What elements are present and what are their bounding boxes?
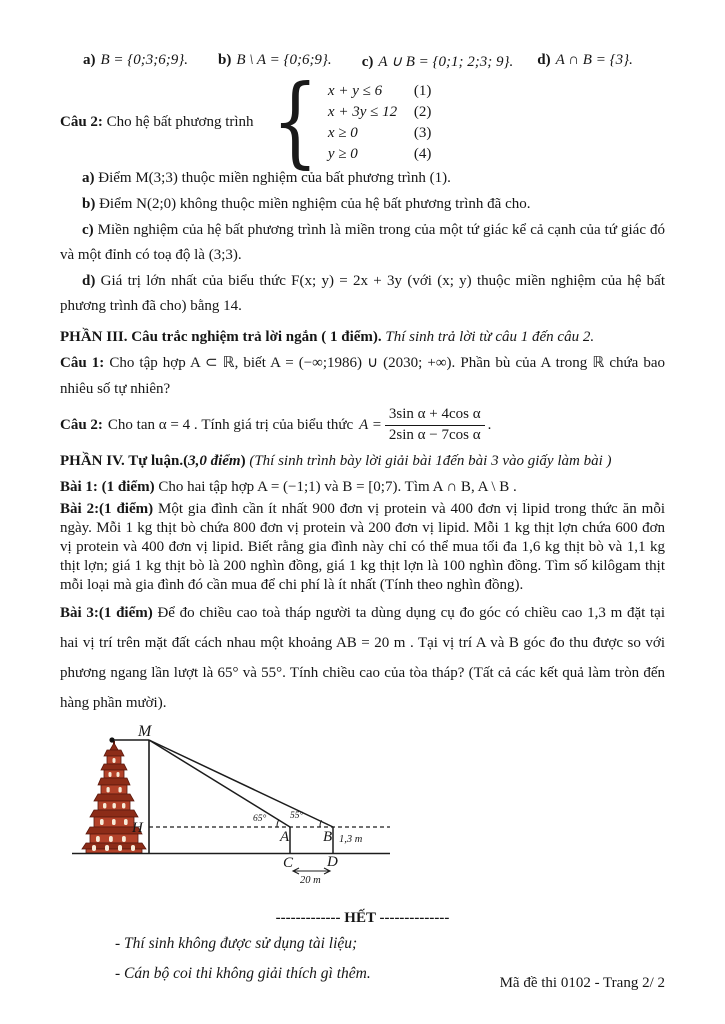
option-d-label: d) <box>537 52 551 68</box>
statement-c-label: c) <box>82 222 94 238</box>
fraction-denominator: 2sin α − 7cos α <box>388 427 481 443</box>
inequality-1: x + y ≤ 6 <box>327 82 383 99</box>
option-c-math: A ∪ B = {0;1; 2;3; 9}. <box>378 54 514 70</box>
label-D: D <box>327 854 338 870</box>
statement-b-text: Điểm N(2;0) không thuộc miền nghiệm của hệ bất phương trình đã cho. <box>95 196 531 212</box>
inequality-3-number: (3) <box>413 124 432 141</box>
option-b-label: b) <box>218 52 232 68</box>
statement-a-text: Điểm M(3;3) thuộc miền nghiệm của bất phương trình (1). <box>94 170 451 186</box>
part3-cau1 <box>60 350 665 402</box>
statement-a <box>60 166 665 191</box>
part3-heading-bold: PHẦN III. Câu trắc nghiệm trả lời ngắn ( 1 điểm). <box>60 329 382 345</box>
option-b-math: B \ A = {0;6;9}. <box>236 52 332 68</box>
part3-cau2 <box>60 402 665 448</box>
bai2-text: Một gia đình cần ít nhất 900 đơn vị protein và 400 đơn vị lipid trong thức ăn mỗi ngày. Mỗi 1 kg thịt bò chứa 800 đơn vị protein và 200 đơn vị lipid. Mỗi 1 kg thịt lợn chứa 600 đơn vị protein và 400 đơn vị lipid. Biết rằng gia đình này chỉ có thể mua tối đa 1,6 kg thịt bò và 1,1 kg thịt lợn; giá 1 kg thịt bò là 200 nghìn đồng, giá 1 kg thịt lợn là 100 nghìn đồng. Tìm số kilôgam thịt mỗi loại mà gia đình đó cần mua để chi phí là ít nhất (Tính theo nghìn đồng). <box>60 501 665 593</box>
summit-point <box>109 737 114 742</box>
bai3-text: Để đo chiều cao toà tháp người ta dùng dụng cụ đo góc có chiều cao 1,3 m đặt tại hai vị trí trên mặt đất cách nhau một khoảng AB = 20 m . Tại vị trí A và B góc đo thu được so với phương ngang lần lượt là 65° và 55°. Tính chiều cao của tòa tháp? (Tất cả các kết quả làm tròn đến hàng phần mười). <box>60 605 665 711</box>
label-angle-55: 55° <box>290 811 304 821</box>
option-d-math: A ∩ B = {3}. <box>555 52 633 68</box>
fraction-period: . <box>487 416 492 433</box>
sightline-MA <box>149 740 290 827</box>
label-distance-20m: 20 m <box>300 875 321 886</box>
label-angle-65: 65° <box>253 814 267 824</box>
bai1-label: Bài 1: (1 điểm) <box>60 479 155 495</box>
label-A: A <box>280 829 290 845</box>
statement-a-label: a) <box>82 170 95 186</box>
page-footer: Mã đề thi 0102 - Trang 2/ 2 <box>499 975 665 991</box>
part3-heading-italic: Thí sinh trả lời từ câu 1 đến câu 2. <box>381 329 595 345</box>
option-c <box>362 52 514 71</box>
label-device-height: 1,3 m <box>339 834 363 845</box>
fraction-lhs: A = <box>359 416 382 433</box>
inequality-2: x + 3y ≤ 12 <box>327 103 398 120</box>
option-a-math: B = {0;3;6;9}. <box>100 52 189 68</box>
sightline-MB <box>149 740 333 827</box>
inequality-1-number: (1) <box>413 82 432 99</box>
cau2-system-intro <box>60 114 254 131</box>
system-brace: { <box>271 65 319 179</box>
cau2-label: Câu 2: <box>60 113 103 130</box>
part3-cau1-text: Cho tập hợp A ⊂ ℝ, biết A = (−∞;1986) ∪ (2030; +∞). Phần bù của A trong ℝ chứa bao nhiêu số tự nhiên? <box>60 355 665 397</box>
system-rows <box>328 81 432 164</box>
part4-heading-bold-post: ) <box>240 453 246 469</box>
part4-heading-bold-pre: PHẦN IV. Tự luận.( <box>60 453 189 469</box>
part4-heading-bold-italic: 3,0 điểm <box>188 453 241 469</box>
statement-b-label: b) <box>82 196 96 212</box>
fraction-numerator: 3sin α + 4cos α <box>385 405 485 426</box>
fraction <box>385 405 485 445</box>
label-H: H <box>132 820 143 836</box>
bai3-label: Bài 3:(1 điểm) <box>60 605 153 621</box>
statement-b <box>60 192 665 217</box>
part4-heading-italic: (Thí sinh trình bày lời giải bài 1đến bài 3 vào giấy làm bài ) <box>245 453 612 469</box>
exam-note-1: - Thí sinh không được sử dụng tài liệu; <box>115 935 358 952</box>
part3-heading <box>60 324 665 350</box>
statement-d-label: d) <box>82 273 96 289</box>
label-C: C <box>283 855 294 871</box>
part3-cau2-pre: Cho tan α = 4 . Tính giá trị của biểu thức <box>107 416 354 433</box>
part3-cau1-label: Câu 1: <box>60 355 105 371</box>
label-M: M <box>138 724 152 740</box>
statement-c-text: Miền nghiệm của hệ bất phương trình là miền trong của một tứ giác kể cả cạnh của tứ giác đó và một đỉnh có toạ độ là (3;3). <box>60 222 665 263</box>
option-d <box>537 52 633 71</box>
bai2 <box>60 500 665 595</box>
inequality-4-number: (4) <box>413 145 432 162</box>
bai2-label: Bài 2:(1 điểm) <box>60 501 154 517</box>
option-c-label: c) <box>361 54 374 70</box>
label-B: B <box>323 829 333 845</box>
pagoda-icon <box>82 741 146 853</box>
option-a <box>83 52 188 71</box>
bai1-text: Cho hai tập hợp A = (−1;1) và B = [0;7). Tìm A ∩ B, A \ B . <box>154 479 517 495</box>
statement-d <box>60 269 665 319</box>
cau2-intro-text: Cho hệ bất phương trình <box>106 113 254 130</box>
statement-d-text: Giá trị lớn nhất của biểu thức F(x; y) = 2x + 3y (với (x; y) thuộc miền nghiệm của hệ bất phương trình đã cho) bằng 14. <box>60 273 665 314</box>
bai1 <box>60 474 665 500</box>
exam-note-2: - Cán bộ coi thi không giải thích gì thêm. <box>115 965 371 982</box>
inequality-3: x ≥ 0 <box>327 124 358 141</box>
bai3 <box>60 598 665 718</box>
options-row <box>83 52 665 71</box>
option-a-label: a) <box>83 52 96 68</box>
angle-arc-A <box>277 820 279 828</box>
statement-c <box>60 218 665 268</box>
inequality-4: y ≥ 0 <box>327 145 358 162</box>
het-divider: ------------- HẾT -------------- <box>275 910 450 926</box>
inequality-2-number: (2) <box>413 103 432 120</box>
part4-heading <box>60 448 665 474</box>
tower-measurement-diagram <box>72 724 452 900</box>
part3-cau2-label: Câu 2: <box>60 416 103 433</box>
